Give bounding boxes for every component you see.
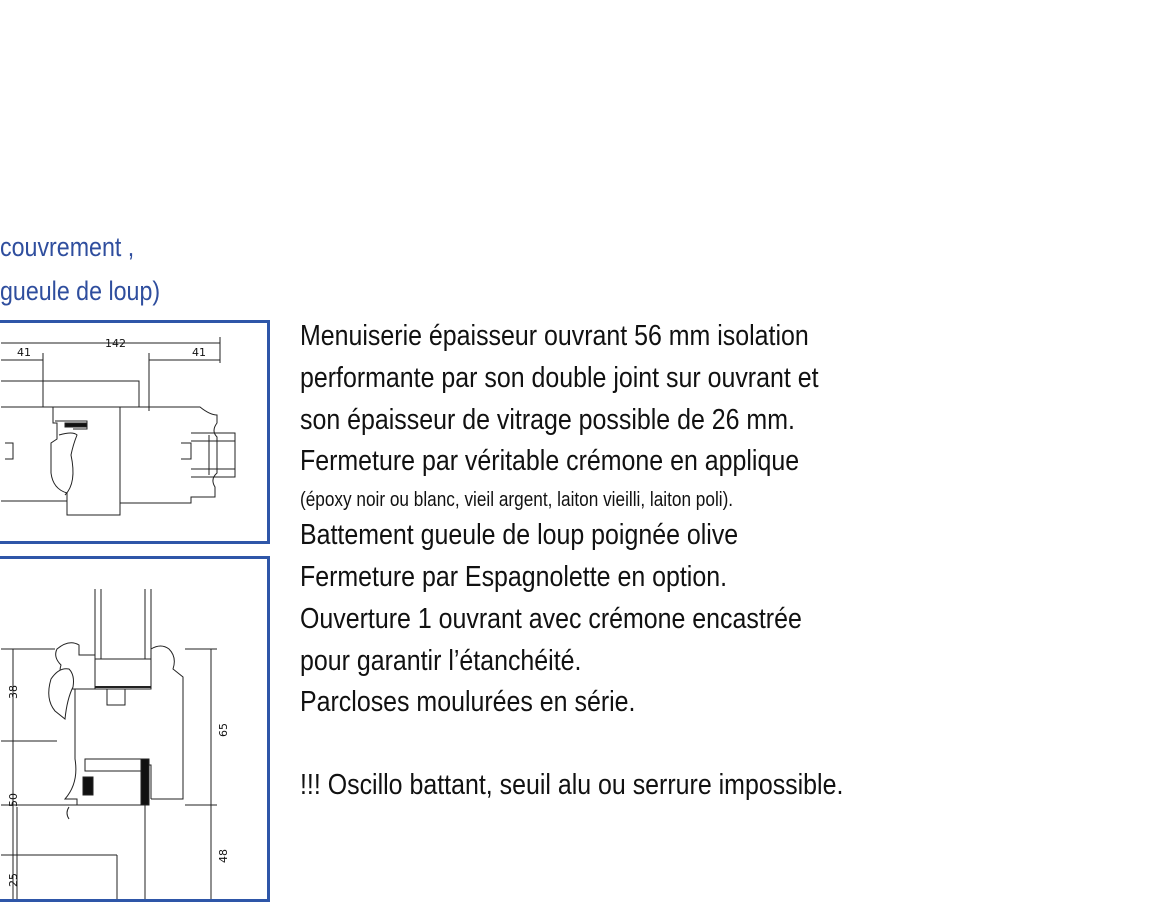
description-line-3: son épaisseur de vitrage possible de 26 mm. xyxy=(300,403,795,436)
dim-label-65: 65 xyxy=(217,723,230,737)
product-description xyxy=(300,316,843,807)
description-line-1: Menuiserie épaisseur ouvrant 56 mm isolation xyxy=(300,320,809,352)
dim-label-38: 38 xyxy=(7,685,20,699)
description-line-4: Fermeture par véritable crémone en applique xyxy=(300,445,800,478)
vertical-section-drawing xyxy=(0,556,270,902)
horizontal-section-drawing xyxy=(0,320,270,544)
glazing-bead xyxy=(191,433,235,477)
dim-label-48: 48 xyxy=(217,849,230,863)
horizontal-section-svg xyxy=(0,323,267,541)
central-profile xyxy=(67,501,120,515)
frame-body-profile xyxy=(65,689,151,805)
right-bead-profile xyxy=(151,646,183,799)
section-heading-line-1: couvrement , xyxy=(0,232,135,262)
description-line-9: pour garantir l’étanchéité. xyxy=(300,644,582,677)
description-line-2: performante par son double joint sur ouvrant et xyxy=(300,361,819,394)
description-line-7: Fermeture par Espagnolette en option. xyxy=(300,560,728,593)
description-line-6: Battement gueule de loup poignée olive xyxy=(300,519,739,552)
left-frame-profile xyxy=(1,381,139,407)
right-sash-profile xyxy=(120,407,217,503)
description-line-10: Parcloses moulurées en série. xyxy=(300,686,636,719)
dim-label-left-41: 41 xyxy=(17,346,31,359)
vertical-section-svg xyxy=(0,559,267,899)
warning-text: !!! Oscillo battant, seuil alu ou serrure impossible. xyxy=(300,769,844,802)
dim-label-142: 142 xyxy=(105,337,126,350)
dim-label-25: 25 xyxy=(7,873,20,887)
description-finish-options: (époxy noir ou blanc, vieil argent, laiton vieilli, laiton poli). xyxy=(300,489,734,512)
dim-label-right-41: 41 xyxy=(192,346,206,359)
section-heading-line-2: gueule de loup) xyxy=(0,276,161,306)
dim-label-50: 50 xyxy=(7,793,20,807)
description-line-8: Ouverture 1 ouvrant avec crémone encastrée xyxy=(300,602,802,635)
